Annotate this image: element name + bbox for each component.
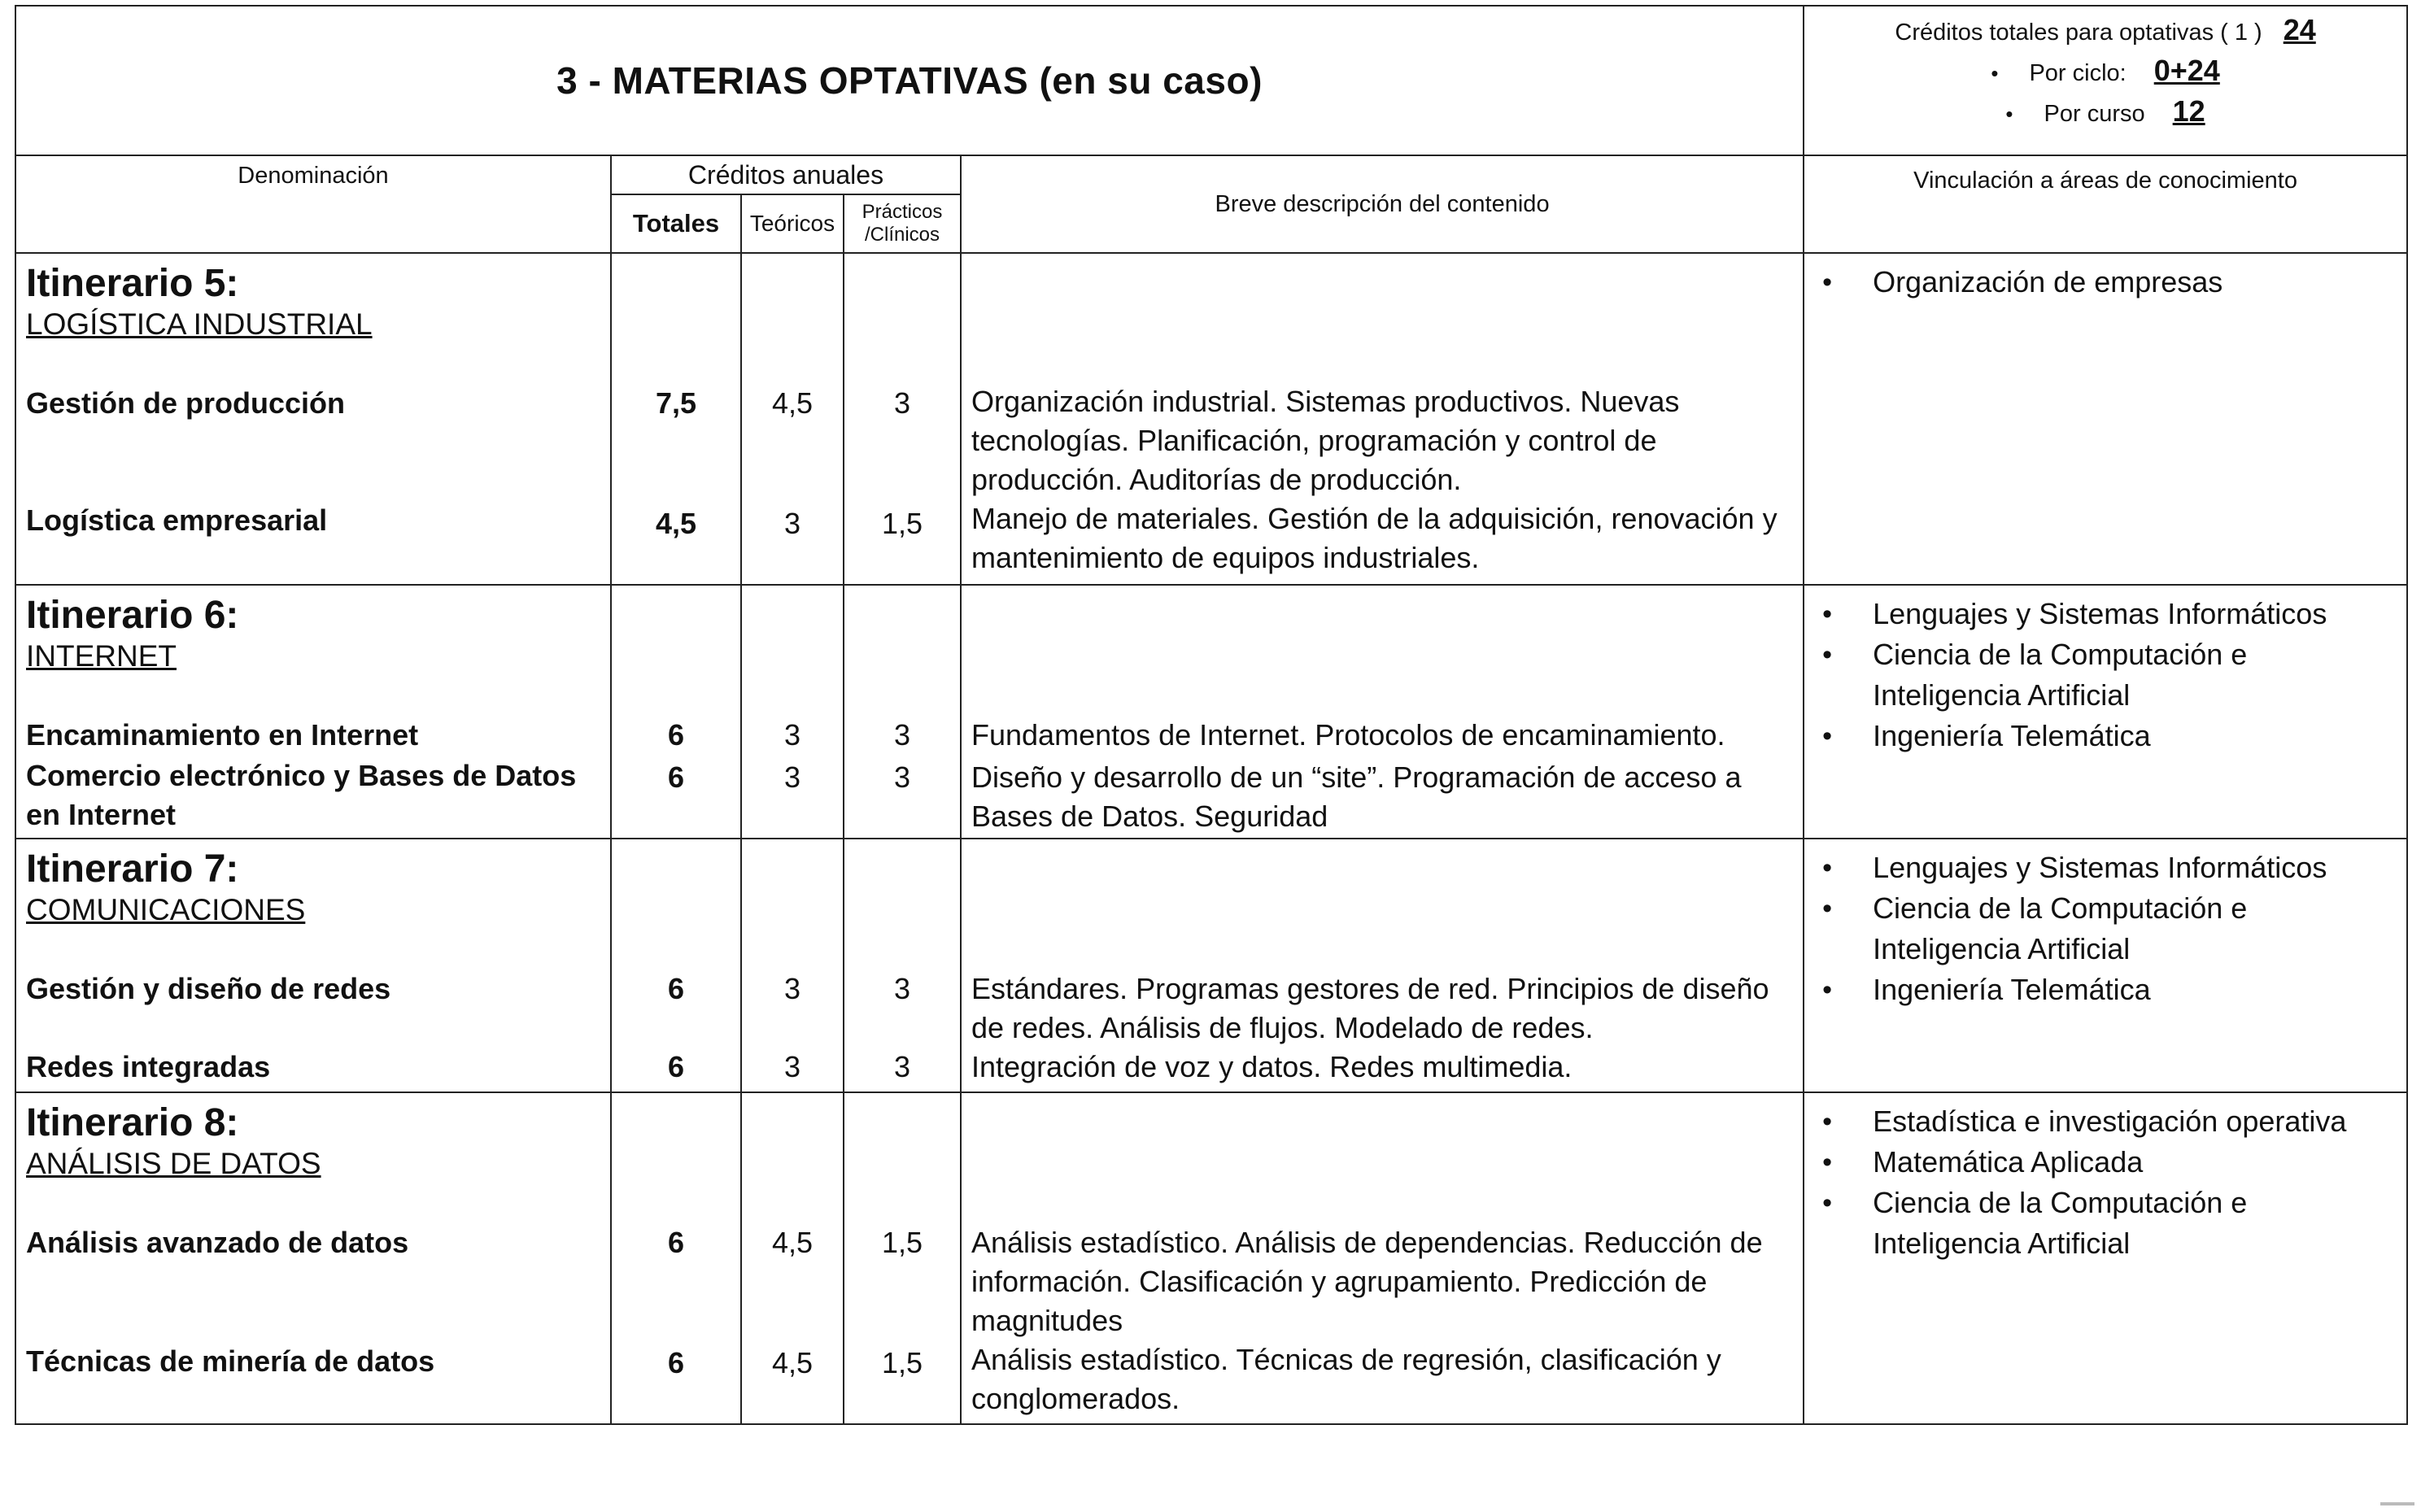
descripcion-cell (961, 839, 1804, 1092)
por-ciclo-label: Por ciclo: (2029, 60, 2127, 86)
por-ciclo-value: 0+24 (2153, 54, 2220, 87)
subject-name: Encaminamiento en Internet (26, 718, 419, 752)
header-creditos-anuales: Créditos anuales (611, 155, 961, 194)
teoricos-value: 3 (783, 972, 801, 1005)
denominacion-cell (15, 585, 611, 839)
header-teoricos: Teóricos (741, 194, 844, 253)
creditos-totales-value: 24 (2283, 13, 2316, 46)
practicos-cell (844, 585, 961, 839)
itinerario-row (15, 585, 2407, 839)
subject-name: Comercio electrónico y Bases de Datos en Internet (26, 759, 577, 831)
practicos-cell (844, 1092, 961, 1424)
creditos-box (1804, 6, 2407, 155)
itinerario-title: Itinerario 8: (26, 1101, 239, 1144)
por-curso-line (1804, 94, 2406, 135)
subject-name: Logística empresarial (26, 503, 328, 537)
denominacion-cell (15, 1092, 611, 1424)
teoricos-cell (741, 839, 844, 1092)
area-item: • Ciencia de la Computación e Inteligencia Artificial (1812, 1183, 2397, 1264)
itinerario-subtitle: INTERNET (26, 639, 177, 673)
practicos-value: 3 (893, 760, 911, 794)
optativas-table (15, 5, 2408, 1425)
header-denominacion: Denominación (15, 155, 611, 253)
practicos-value: 1,5 (881, 507, 923, 540)
totales-value: 7,5 (655, 386, 697, 420)
teoricos-value: 3 (783, 718, 801, 752)
area-item: • Estadística e investigación operativa (1812, 1101, 2397, 1142)
totales-value: 4,5 (655, 507, 697, 540)
subject-description: Manejo de materiales. Gestión de la adquisición, renovación y mantenimiento de equipos industriales. (971, 502, 1778, 574)
subject-name: Técnicas de minería de datos (26, 1344, 435, 1378)
itinerario-title: Itinerario 7: (26, 848, 239, 891)
practicos-value: 3 (893, 386, 911, 420)
creditos-totales-line (1804, 13, 2406, 54)
teoricos-value: 3 (783, 1050, 801, 1083)
itinerario-subtitle: LOGÍSTICA INDUSTRIAL (26, 307, 373, 341)
por-curso-label: Por curso (2044, 101, 2145, 127)
vinculacion-cell (1804, 585, 2407, 839)
totales-value: 6 (667, 1050, 685, 1083)
area-item: • Lenguajes y Sistemas Informáticos (1812, 848, 2397, 888)
practicos-value: 3 (893, 718, 911, 752)
itinerario-row (15, 253, 2407, 585)
subject-description: Análisis estadístico. Análisis de dependencias. Reducción de información. Clasificación y agrupamiento. Predicción de magnitudes (971, 1226, 1763, 1337)
practicos-value: 1,5 (881, 1226, 923, 1259)
teoricos-cell (741, 585, 844, 839)
subject-description: Estándares. Programas gestores de red. Principios de diseño de redes. Análisis de flujos. Modelado de redes. (971, 972, 1769, 1044)
area-item: • Ingeniería Telemática (1812, 970, 2397, 1010)
vinculacion-cell (1804, 1092, 2407, 1424)
itinerario-title: Itinerario 5: (26, 262, 239, 305)
subject-description: Organización industrial. Sistemas productivos. Nuevas tecnologías. Planificación, programación y control de producción. Auditorías de producción. (971, 385, 1680, 496)
teoricos-value: 4,5 (771, 1226, 814, 1259)
header-totales: Totales (611, 194, 741, 253)
teoricos-value: 3 (783, 507, 801, 540)
itinerario-row (15, 839, 2407, 1092)
por-ciclo-line (1804, 54, 2406, 94)
itinerario-title: Itinerario 6: (26, 594, 239, 637)
header-descripcion: Breve descripción del contenido (961, 155, 1804, 253)
teoricos-value: 4,5 (771, 1346, 814, 1379)
subject-description: Análisis estadístico. Técnicas de regresión, clasificación y conglomerados. (971, 1343, 1721, 1415)
practicos-value: 3 (893, 972, 911, 1005)
practicos-value: 3 (893, 1050, 911, 1083)
itinerario-subtitle: ANÁLISIS DE DATOS (26, 1147, 321, 1180)
subject-name: Redes integradas (26, 1050, 271, 1083)
subject-name: Gestión y diseño de redes (26, 972, 391, 1005)
bullet-icon: • (2005, 102, 2013, 126)
practicos-cell (844, 253, 961, 585)
teoricos-cell (741, 253, 844, 585)
itinerario-subtitle: COMUNICACIONES (26, 893, 306, 926)
area-item: • Organización de empresas (1812, 262, 2397, 303)
creditos-totales-label: Créditos totales para optativas ( 1 ) (1895, 20, 2262, 46)
descripcion-cell (961, 1092, 1804, 1424)
subject-name: Análisis avanzado de datos (26, 1226, 409, 1259)
area-item: • Matemática Aplicada (1812, 1142, 2397, 1183)
area-item: • Ciencia de la Computación e Inteligencia Artificial (1812, 634, 2397, 716)
teoricos-value: 4,5 (771, 386, 814, 420)
descripcion-cell (961, 585, 1804, 839)
totales-value: 6 (667, 760, 685, 794)
page-title: 3 - MATERIAS OPTATIVAS (en su caso) (15, 6, 1804, 155)
totales-value: 6 (667, 718, 685, 752)
document-page (15, 5, 2406, 1425)
practicos-value: 1,5 (881, 1346, 923, 1379)
totales-cell (611, 253, 741, 585)
bullet-icon: • (1991, 61, 1999, 85)
area-item: • Ingeniería Telemática (1812, 716, 2397, 756)
itinerario-row (15, 1092, 2407, 1424)
por-curso-value: 12 (2172, 94, 2205, 128)
totales-cell (611, 839, 741, 1092)
header-vinculacion: Vinculación a áreas de conocimiento (1804, 155, 2407, 253)
vinculacion-cell (1804, 253, 2407, 585)
totales-value: 6 (667, 1226, 685, 1259)
descripcion-cell (961, 253, 1804, 585)
subject-name: Gestión de producción (26, 386, 346, 420)
area-item: • Ciencia de la Computación e Inteligencia Artificial (1812, 888, 2397, 970)
teoricos-cell (741, 1092, 844, 1424)
vinculacion-cell (1804, 839, 2407, 1092)
denominacion-cell (15, 253, 611, 585)
subject-description: Fundamentos de Internet. Protocolos de encaminamiento. (971, 718, 1725, 752)
totales-value: 6 (667, 1346, 685, 1379)
teoricos-value: 3 (783, 760, 801, 794)
scan-mark (2380, 1502, 2414, 1505)
totales-value: 6 (667, 972, 685, 1005)
header-practicos: Prácticos /Clínicos (844, 194, 961, 253)
denominacion-cell (15, 839, 611, 1092)
totales-cell (611, 585, 741, 839)
subject-description: Integración de voz y datos. Redes multimedia. (971, 1050, 1573, 1083)
area-item: • Lenguajes y Sistemas Informáticos (1812, 594, 2397, 634)
subject-description: Diseño y desarrollo de un “site”. Programación de acceso a Bases de Datos. Seguridad (971, 760, 1742, 833)
totales-cell (611, 1092, 741, 1424)
practicos-cell (844, 839, 961, 1092)
